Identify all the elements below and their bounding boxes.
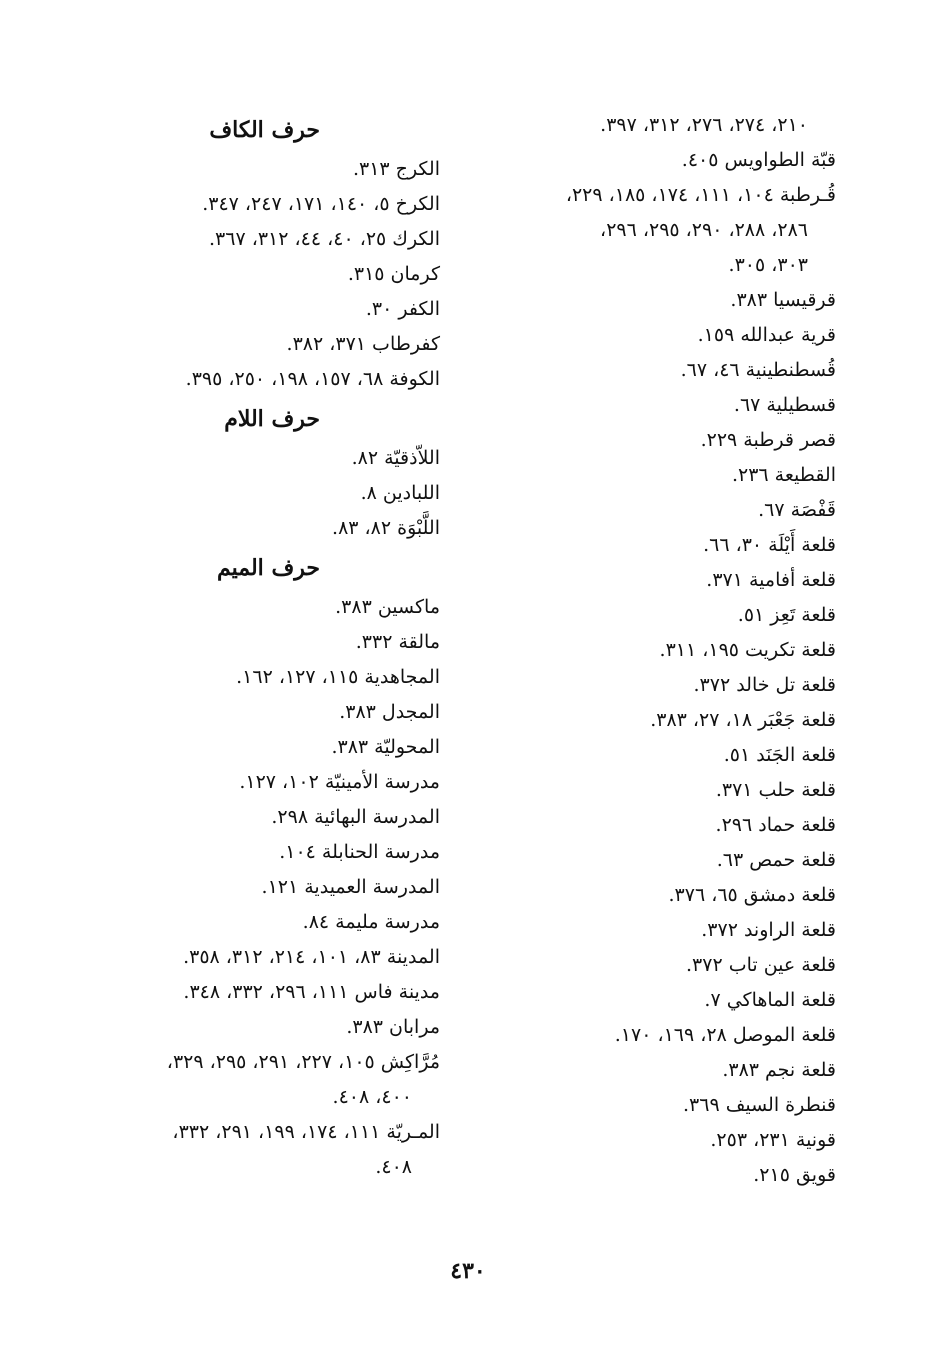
index-entry: اللبادين ٨. <box>360 482 440 504</box>
index-column-right <box>476 108 836 1193</box>
index-entry: مدرسة الحنابلة ١٠٤. <box>279 841 440 863</box>
section-heading: حرف الكاف <box>209 117 320 143</box>
page-number: ٤٣٠ <box>450 1258 486 1284</box>
index-entry: كرمان ٣١٥. <box>347 263 440 285</box>
index-entry: مُرَّاكِش ١٠٥، ٢٢٧، ٢٩١، ٢٩٥، ٣٢٩، <box>166 1051 440 1073</box>
index-entry: اللاّذقيّة ٨٢. <box>351 447 440 469</box>
index-entry: قرقيسيا ٣٨٣. <box>730 289 836 311</box>
index-entry: قسطيلية ٦٧. <box>733 394 836 416</box>
index-entry-continuation: ٤٠٠، ٤٠٨. <box>332 1086 412 1108</box>
index-entry-continuation: ٤٠٨. <box>375 1156 412 1178</box>
section-heading: حرف الميم <box>216 555 320 581</box>
section-heading: حرف اللام <box>224 406 320 432</box>
index-entry: المجدل ٣٨٣. <box>339 701 440 723</box>
index-entry: كفرطاب ٣٧١، ٣٨٢. <box>286 333 440 355</box>
index-entry: قلعة أَيْلَة ٣٠، ٦٦. <box>703 534 836 556</box>
index-entry: مدرسة مليمة ٨٤. <box>302 911 440 933</box>
index-entry: قلعة حلب ٣٧١. <box>715 779 836 801</box>
index-entry: ماكسين ٣٨٣. <box>335 596 440 618</box>
index-entry: المدرسة البهائية ٢٩٨. <box>271 806 440 828</box>
index-entry-continuation: ٣٠٣، ٣٠٥. <box>728 254 808 276</box>
index-entry: قلعة تكريت ١٩٥، ٣١١. <box>659 639 836 661</box>
index-entry: الكفر ٣٠. <box>365 298 440 320</box>
index-entry: قلعة الماهاكي ٧. <box>704 989 836 1011</box>
index-entry: الكرج ٣١٣. <box>352 158 440 180</box>
index-entry: قويق ٢١٥. <box>753 1164 836 1186</box>
index-entry: المدينة ٨٣، ١٠١، ٢١٤، ٣١٢، ٣٥٨. <box>183 946 440 968</box>
index-entry: الكوفة ٦٨، ١٥٧، ١٩٨، ٢٥٠، ٣٩٥. <box>185 368 440 390</box>
index-entry-continuation: ٢١٠، ٢٧٤، ٢٧٦، ٣١٢، ٣٩٧. <box>600 114 808 136</box>
index-entry: قلعة الراوند ٣٧٢. <box>701 919 836 941</box>
index-entry: قلعة نجم ٣٨٣. <box>722 1059 836 1081</box>
index-entry: قلعة جَعْبَر ١٨، ٢٧، ٣٨٣. <box>650 709 836 731</box>
index-entry: قبّة الطواويس ٤٠٥. <box>681 149 836 171</box>
index-entry: قُـرطبة ١٠٤، ١١١، ١٧٤، ١٨٥، ٢٢٩، <box>565 184 836 206</box>
index-entry-continuation: ٢٨٦، ٢٨٨، ٢٩٠، ٢٩٥، ٢٩٦، <box>600 219 808 241</box>
index-entry: قَفْصَة ٦٧. <box>758 499 836 521</box>
index-entry: مالقة ٣٣٢. <box>355 631 440 653</box>
index-entry: قلعة أفامية ٣٧١. <box>706 569 836 591</box>
index-entry: اللَّبْوَة ٨٢، ٨٣. <box>332 517 440 539</box>
index-entry: قنطرة السيف ٣٦٩. <box>682 1094 836 1116</box>
index-entry: قلعة عين تاب ٣٧٢. <box>685 954 836 976</box>
index-entry: قلعة الجَنَد ٥١. <box>723 744 836 766</box>
index-entry: مدرسة الأمينيّة ١٠٢، ١٢٧. <box>239 771 440 793</box>
index-entry: قلعة تل خالد ٣٧٢. <box>693 674 836 696</box>
index-entry: الكرك ٢٥، ٤٠، ٤٤، ٣١٢، ٣٦٧. <box>209 228 440 250</box>
index-entry: قصر قرطبة ٢٢٩. <box>700 429 836 451</box>
index-entry: قرية عبدالله ١٥٩. <box>697 324 836 346</box>
index-entry: المـريّة ١١١، ١٧٤، ١٩٩، ٢٩١، ٣٣٢، <box>172 1121 440 1143</box>
index-entry: قونية ٢٣١، ٢٥٣. <box>710 1129 836 1151</box>
index-entry: المدرسة العميدية ١٢١. <box>261 876 440 898</box>
index-entry: مرابان ٣٨٣. <box>346 1016 440 1038</box>
index-entry: قلعة تَعِز ٥١. <box>737 604 836 626</box>
index-entry: المحوليّة ٣٨٣. <box>331 736 440 758</box>
index-entry: قلعة دمشق ٦٥، ٣٧٦. <box>668 884 836 906</box>
index-entry: قلعة الموصل ٢٨، ١٦٩، ١٧٠. <box>614 1024 836 1046</box>
index-entry: القطيعة ٢٣٦. <box>731 464 836 486</box>
index-entry: قلعة حمص ٦٣. <box>716 849 836 871</box>
index-entry: قلعة حماد ٢٩٦. <box>715 814 836 836</box>
index-entry: المجاهدية ١١٥، ١٢٧، ١٦٢. <box>236 666 440 688</box>
index-entry: مدينة فاس ١١١، ٢٩٦، ٣٣٢، ٣٤٨. <box>183 981 440 1003</box>
index-column-left <box>80 108 440 1185</box>
index-entry: الكرخ ٥، ١٤٠، ١٧١، ٢٤٧، ٣٤٧. <box>202 193 440 215</box>
index-entry: قُسطنطينية ٤٦، ٦٧. <box>680 359 836 381</box>
